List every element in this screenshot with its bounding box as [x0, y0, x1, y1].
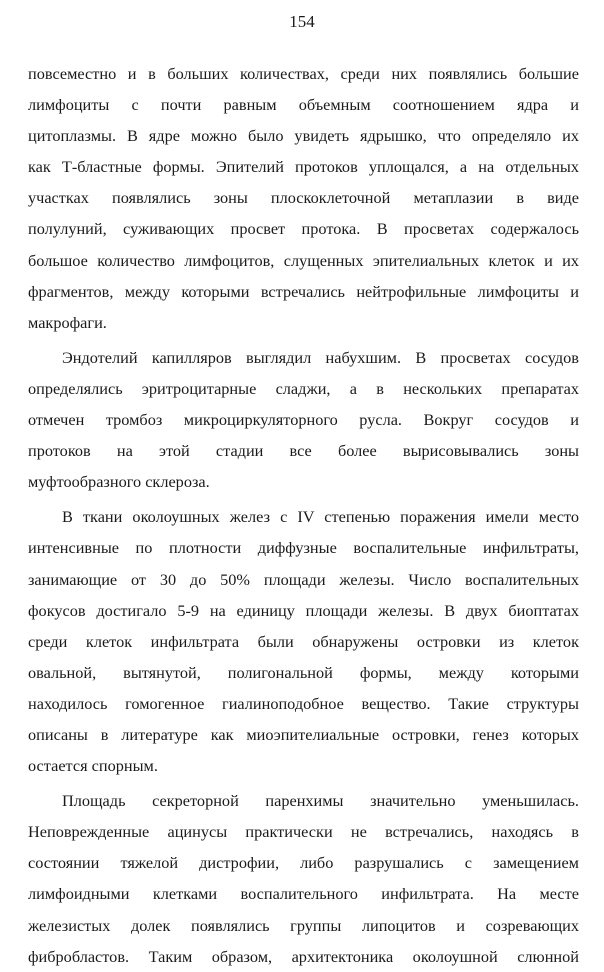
- text-line: большое количество лимфоцитов, слущенных эпителиальных клеток и их: [28, 250, 579, 270]
- text-line: находилось гомогенное гиалиноподобное вещество. Такие структуры: [28, 693, 579, 713]
- text-line: Эндотелий капилляров выглядил набухшим. В просветах сосудов: [62, 347, 579, 367]
- text-line: лимфоидными клетками воспалительного инфильтрата. На месте: [28, 884, 579, 904]
- text-line: протоков на этой стадии все более вырисовывались зоны: [28, 441, 579, 461]
- text-line: Площадь секреторной паренхимы значительно уменьшилась.: [62, 791, 579, 811]
- body-text: [28, 58, 579, 972]
- text-line: определялись эритроцитарные сладжи, а в нескольких препаратах: [28, 378, 579, 398]
- text-line: железистых долек появлялись группы липоцитов и созревающих: [28, 915, 579, 935]
- text-line: участках появлялись зоны плоскоклеточной метаплазии в виде: [28, 188, 579, 208]
- text-line: состоянии тяжелой дистрофии, либо разрушались с замещением: [28, 853, 579, 873]
- text-line: интенсивные по плотности диффузные воспалительные инфильтраты,: [28, 538, 579, 558]
- text-line: лимфоциты с почти равным объемным соотношением ядра и: [28, 95, 579, 115]
- text-line: занимающие от 30 до 50% площади железы. Число воспалительных: [28, 569, 579, 589]
- text-line: остается спорным.: [28, 756, 158, 776]
- text-line: фибробластов. Таким образом, архитектоника околоушной слюнной: [28, 946, 579, 966]
- paragraph: [28, 58, 579, 338]
- text-line: отмечен тромбоз микроциркуляторного русла. Вокруг сосудов и: [28, 410, 579, 430]
- text-line: среди клеток инфильтрата были обнаружены островки из клеток: [28, 631, 579, 651]
- page-number: 154: [289, 12, 315, 31]
- text-line: Неповрежденные ацинусы практически не встречались, находясь в: [28, 822, 579, 842]
- paragraph: [28, 785, 579, 972]
- text-line: В ткани околоушных желез с IV степенью поражения имели место: [62, 507, 579, 527]
- text-line: описаны в литературе как миоэпителиальные островки, генез которых: [28, 724, 579, 744]
- text-line: как Т-бластные формы. Эпителий протоков уплощался, а на отдельных: [28, 157, 579, 177]
- text-line: муфтообразного склероза.: [28, 472, 210, 492]
- paragraph: [28, 501, 579, 781]
- text-line: полулуний, суживающих просвет протока. В просветах содержалось: [28, 219, 579, 239]
- paragraph: [28, 342, 579, 497]
- text-line: макрофаги.: [28, 312, 107, 332]
- text-line: фокусов достигало 5-9 на единицу площади железы. В двух биоптатах: [28, 600, 579, 620]
- text-line: повсеместно и в больших количествах, среди них появлялись большие: [28, 64, 579, 83]
- text-line: фрагментов, между которыми встречались нейтрофильные лимфоциты и: [28, 281, 579, 301]
- text-line: овальной, вытянутой, полигональной формы, между которыми: [28, 662, 579, 682]
- text-line: цитоплазмы. В ядре можно было увидеть ядрышко, что определяло их: [28, 126, 579, 146]
